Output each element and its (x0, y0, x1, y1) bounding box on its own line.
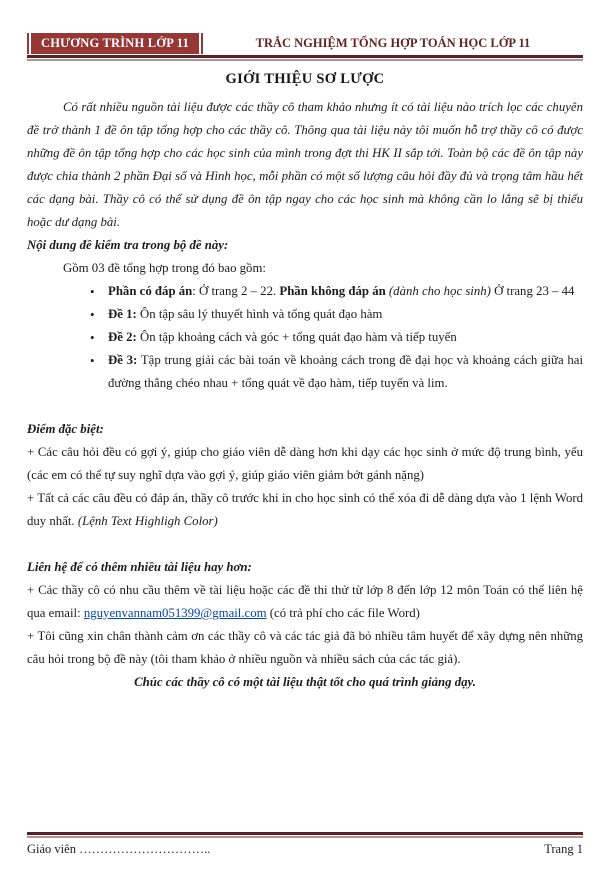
intro-paragraph: Có rất nhiều nguồn tài liệu được các thầy cô tham khảo nhưng ít có tài liệu nào trích lọc các chuyên đề trở thành 1 đề ôn tập tổng hợp cho các thầy cô. Thông qua tài liệu này tôi muốn hỗ trợ thầy cô có được những đề ôn tập tổng hợp cho các học sinh của mình trong đợt thi HK II sắp tới. Toàn bộ các đề ôn tập này được chia thành 2 phần Đại số và Hình học, mỗi phần có một số lượng câu hỏi đầy đủ và trọng tâm hầu hết các dạng bài. Thầy cô có thể sử dụng đề ôn tập ngay cho các học sinh mà không cần lo lắng sẽ bị thiếu hoặc dư dạng bài. (27, 100, 583, 229)
header-divider (27, 55, 583, 61)
footer-teacher-label: Giáo viên ………………………….. (27, 842, 211, 856)
program-badge-wrap (27, 33, 203, 54)
de3-text: Tập trung giải các bài toán về khoảng cách trong đề đại học và khoảng cách giữa hai đường thẳng chéo nhau + tổng quát về đạo hàm, tiếp tuyến và lim. (108, 353, 584, 390)
list-item-de3 (90, 349, 583, 395)
contents-bullet-list (90, 280, 583, 395)
de1-text: Ôn tập sâu lý thuyết hình và tổng quát đạo hàm (136, 307, 383, 321)
contact-paragraph-1 (27, 579, 583, 625)
list-item-answers (90, 280, 583, 303)
de3-label: Đề 3: (108, 353, 138, 367)
footer-divider (27, 832, 583, 838)
de2-label: Đề 2: (108, 330, 137, 344)
contact-paragraph-2: + Tôi cũng xin chân thành cảm ơn các thầy cô và các tác giả đã bỏ nhiều tâm huyết để xây dựng nên những câu hỏi trong bộ đề này (tôi tham khảo ở nhiều nguồn và nhiều sách của các tác giả). (27, 629, 583, 666)
closing-wish: Chúc các thầy cô có một tài liệu thật tốt cho quá trình giảng dạy. (134, 675, 476, 689)
contact-p1-before: + Các thầy cô có nhu cầu thêm về tài liệu hoặc các đề thi thử từ lớp 8 đến lớp 12 môn Toán có thể liên hệ qua email: (27, 583, 583, 620)
contact-p1-after: (có trả phí cho các file Word) (266, 606, 420, 620)
special-paragraph-1: + Các câu hỏi đều có gợi ý, giúp cho giáo viên dễ dàng hơn khi dạy các học sinh ở mức độ trung bình, yếu (các em có thể tự suy nghĩ dựa vào gợi ý, giúp giáo viên giảm bớt gánh nặng) (27, 445, 583, 482)
answers-bold-1: Phần có đáp án (108, 284, 193, 298)
page-title: GIỚI THIỆU SƠ LƯỢC (225, 71, 385, 87)
page-header (27, 33, 583, 61)
special-p2-text: + Tất cả các câu đều có đáp án, thầy cô trước khi in cho học sinh có thể xóa đi dễ dàng dựa vào 1 lệnh Word duy nhất. (27, 491, 583, 528)
header-title: TRẮC NGHIỆM TỔNG HỢP TOÁN HỌC LỚP 11 (255, 36, 531, 50)
answers-text-2: Ở trang 23 – 44 (490, 284, 575, 298)
footer-page-number: Trang 1 (544, 842, 583, 856)
answers-italic: (dành cho học sinh) (385, 284, 491, 298)
answers-text-1: : Ở trang 2 – 22. (192, 284, 280, 298)
special-heading: Điểm đặc biệt: (27, 422, 104, 436)
header-left-rule (27, 33, 29, 54)
list-item-de1 (90, 303, 583, 326)
email-link[interactable]: nguyenvannam051399@gmail.com (83, 606, 267, 620)
program-badge: CHƯƠNG TRÌNH LỚP 11 (31, 33, 199, 54)
contact-heading: Liên hệ để có thêm nhiều tài liệu hay hơn: (27, 560, 252, 574)
answers-bold-2: Phần không đáp án (279, 284, 386, 298)
contents-heading: Nội dung đề kiểm tra trong bộ đề này: (27, 238, 229, 252)
de1-label: Đề 1: (108, 307, 137, 321)
list-item-de2 (90, 326, 583, 349)
de2-text: Ôn tập khoảng cách và góc + tổng quát đạo hàm và tiếp tuyến (136, 330, 457, 344)
contents-lead: Gồm 03 đề tổng hợp trong đó bao gồm: (63, 261, 266, 275)
page-footer (27, 831, 583, 857)
special-paragraph-2 (27, 487, 583, 533)
special-p2-italic: (Lệnh Text Highligh Color) (77, 514, 218, 528)
